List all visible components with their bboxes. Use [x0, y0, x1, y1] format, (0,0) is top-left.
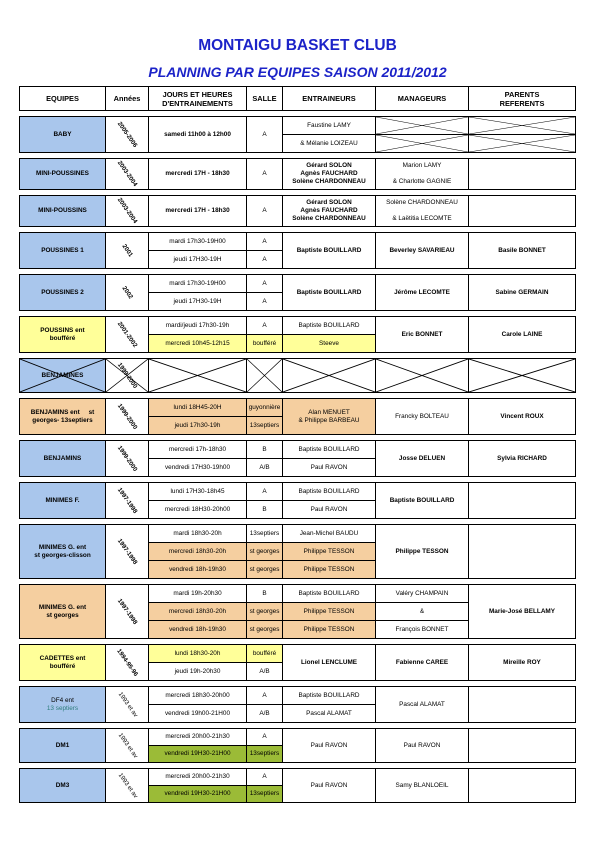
crossed-cell [469, 117, 576, 135]
manager: Solène CHARDONNEAU & Laëtitia LECOMTE [376, 196, 469, 227]
crossed-cell [469, 359, 576, 393]
parent [469, 769, 576, 803]
parent [469, 159, 576, 190]
room: A [247, 251, 283, 269]
parent: Mireille ROY [469, 645, 576, 681]
manager: Josse DELUEN [376, 441, 469, 477]
team-name: BENJAMINS [20, 441, 106, 477]
manager: Paul RAVON [376, 729, 469, 763]
header-equipes: EQUIPES [20, 87, 106, 111]
coach: Paul RAVON [283, 501, 376, 519]
team-name: MINI-POUSSINES [20, 159, 106, 190]
schedule: mercredi 20h00-21h30 [149, 769, 247, 786]
header-annees: Années [106, 87, 149, 111]
team-year: 2001 [106, 233, 149, 269]
room: 13septiers [247, 746, 283, 763]
header-salle: SALLE [247, 87, 283, 111]
schedule: vendredi 17H30-19h00 [149, 459, 247, 477]
room: B [247, 501, 283, 519]
schedule: jeudi 17H30-19H [149, 293, 247, 311]
team-row [20, 687, 576, 705]
schedule: mardi/jeudi 17h30-19h [149, 317, 247, 335]
coach: Steeve [283, 335, 376, 353]
team-name: MINI-POUSSINS [20, 196, 106, 227]
coach: Jean-Michel BAUDU [283, 525, 376, 543]
schedule: mardi 19h-20h30 [149, 585, 247, 603]
team-year: 2001-2002 [106, 317, 149, 353]
coach: Baptiste BOUILLARD [283, 233, 376, 269]
room: boufféré [247, 335, 283, 353]
schedule: mercredi 17H - 18h30 [149, 196, 247, 227]
team-row [20, 483, 576, 501]
room: 13septiers [247, 417, 283, 435]
parent: Vincent ROUX [469, 399, 576, 435]
team-name: DM3 [20, 769, 106, 803]
manager: Philippe TESSON [376, 525, 469, 579]
crossed-cell [376, 359, 469, 393]
schedule: lundi 18H45-20H [149, 399, 247, 417]
team-year: 1999-2000 [106, 441, 149, 477]
manager: Valéry CHAMPAIN [376, 585, 469, 603]
schedule: vendredi 18h-19h30 [149, 621, 247, 639]
room: 13septiers [247, 525, 283, 543]
room: st georges [247, 561, 283, 579]
coach: Baptiste BOUILLARD [283, 441, 376, 459]
room: A/B [247, 663, 283, 681]
schedule: jeudi 17H30-19H [149, 251, 247, 269]
crossed-cell [376, 135, 469, 153]
team-name: POUSSINS ent boufféré [20, 317, 106, 353]
team-name: DM1 [20, 729, 106, 763]
team-row [20, 585, 576, 603]
room: A [247, 317, 283, 335]
team-row [20, 275, 576, 293]
team-row [20, 729, 576, 746]
team-year: 1993 et av [106, 769, 149, 803]
manager: Pascal ALAMAT [376, 687, 469, 723]
schedule: jeudi 17h30-19h [149, 417, 247, 435]
room: A [247, 729, 283, 746]
coach: Philippe TESSON [283, 621, 376, 639]
team-row [20, 196, 576, 227]
team-name: DF4 ent 13 septiers [20, 687, 106, 723]
schedule: vendredi 19H30-21H00 [149, 746, 247, 763]
manager: & [376, 603, 469, 621]
manager: Fabienne CAREE [376, 645, 469, 681]
schedule: mercredi 17h-18h30 [149, 441, 247, 459]
coach: Alan MENUET & Philippe BARBEAU [283, 399, 376, 435]
team-year: 1993 et av [106, 729, 149, 763]
manager: Jérôme LECOMTE [376, 275, 469, 311]
team-name: MINIMES G. ent st georges-clisson [20, 525, 106, 579]
team-row-cancelled [20, 359, 576, 393]
room: A [247, 159, 283, 190]
manager: Eric BONNET [376, 317, 469, 353]
team-year: 1997-1998 [106, 585, 149, 639]
schedule: mercredi 18H30-20h00 [149, 501, 247, 519]
crossed-cell [149, 359, 247, 393]
manager: Beverley SAVARIEAU [376, 233, 469, 269]
room: A/B [247, 459, 283, 477]
team-year: 2002 [106, 275, 149, 311]
schedule: mardi 17h30-19H00 [149, 233, 247, 251]
team-row [20, 233, 576, 251]
schedule: lundi 17H30-18h45 [149, 483, 247, 501]
coach: Baptiste BOUILLARD [283, 317, 376, 335]
parent [469, 483, 576, 519]
team-name: MINIMES G. ent st georges [20, 585, 106, 639]
schedule: mardi 17h30-19H00 [149, 275, 247, 293]
team-year: 1997-1998 [106, 525, 149, 579]
parent [469, 729, 576, 763]
coach: Baptiste BOUILLARD [283, 483, 376, 501]
header-entraineurs: ENTRAINEURS [283, 87, 376, 111]
team-row [20, 645, 576, 663]
team-name: BENJAMINES [20, 359, 106, 393]
schedule: mardi 18h30-20h [149, 525, 247, 543]
team-year: 1999-2000 [106, 399, 149, 435]
parent: Sylvia RICHARD [469, 441, 576, 477]
schedule: vendredi 19h00-21H00 [149, 705, 247, 723]
room: st georges [247, 621, 283, 639]
team-name: BENJAMINS ent st georges- 13septiers [20, 399, 106, 435]
team-year: 2003-2004 [106, 159, 149, 190]
team-row [20, 117, 576, 135]
room: boufféré [247, 645, 283, 663]
team-name: BABY [20, 117, 106, 153]
schedule: vendredi 18h-19h30 [149, 561, 247, 579]
coach: Paul RAVON [283, 729, 376, 763]
coach: Baptiste BOUILLARD [283, 275, 376, 311]
team-year: 2003-2004 [106, 196, 149, 227]
planning-table [19, 86, 576, 803]
coach: Faustine LAMY [283, 117, 376, 135]
team-row [20, 317, 576, 335]
schedule: vendredi 19H30-21H00 [149, 786, 247, 803]
coach: Lionel LENCLUME [283, 645, 376, 681]
coach: Gérard SOLON Agnès FAUCHARD Solène CHARDONNEAU [283, 196, 376, 227]
room: A [247, 769, 283, 786]
parent: Carole LAINE [469, 317, 576, 353]
coach: Paul RAVON [283, 459, 376, 477]
room: A [247, 483, 283, 501]
team-name: MINIMES F. [20, 483, 106, 519]
club-title: MONTAIGU BASKET CLUB [198, 37, 397, 54]
coach: & Mélanie LOIZEAU [283, 135, 376, 153]
header-manageurs: MANAGEURS [376, 87, 469, 111]
team-row [20, 159, 576, 190]
schedule: mercredi 18h30-20h00 [149, 687, 247, 705]
team-row [20, 399, 576, 417]
coach: Philippe TESSON [283, 561, 376, 579]
team-year: 1994-95-96 [106, 645, 149, 681]
team-year: 1999-2000 [106, 359, 149, 393]
manager: Samy BLANLOEIL [376, 769, 469, 803]
room: A [247, 233, 283, 251]
schedule: lundi 18h30-20h [149, 645, 247, 663]
schedule: mercredi 10h45-12h15 [149, 335, 247, 353]
coach: Baptiste BOUILLARD [283, 687, 376, 705]
parent: Marie-José BELLAMY [469, 585, 576, 639]
manager: Francky BOLTEAU [376, 399, 469, 435]
room: guyonnière [247, 399, 283, 417]
schedule: mercredi 20h00-21h30 [149, 729, 247, 746]
schedule: mercredi 18h30-20h [149, 543, 247, 561]
crossed-cell [283, 359, 376, 393]
manager: Baptiste BOUILLARD [376, 483, 469, 519]
manager: Marion LAMY & Charlotte GAGNIE [376, 159, 469, 190]
room: A/B [247, 705, 283, 723]
parent [469, 196, 576, 227]
room: st georges [247, 543, 283, 561]
room: 13septiers [247, 786, 283, 803]
coach: Pascal ALAMAT [283, 705, 376, 723]
team-name: POUSSINES 1 [20, 233, 106, 269]
team-name: POUSSINES 2 [20, 275, 106, 311]
coach: Gérard SOLON Agnès FAUCHARD Solène CHARDONNEAU [283, 159, 376, 190]
team-year: 1993 et av [106, 687, 149, 723]
parent: Sabine GERMAIN [469, 275, 576, 311]
room: A [247, 275, 283, 293]
team-year: 1997-1998 [106, 483, 149, 519]
coach: Paul RAVON [283, 769, 376, 803]
crossed-cell [469, 135, 576, 153]
team-name: CADETTES ent boufféré [20, 645, 106, 681]
planning-subtitle: PLANNING PAR EQUIPES SAISON 2011/2012 [148, 64, 447, 80]
schedule: mercredi 17H - 18h30 [149, 159, 247, 190]
team-row [20, 441, 576, 459]
manager: François BONNET [376, 621, 469, 639]
parent [469, 687, 576, 723]
coach: Philippe TESSON [283, 603, 376, 621]
schedule: mercredi 18h30-20h [149, 603, 247, 621]
room: B [247, 441, 283, 459]
header-row [20, 87, 576, 111]
room: B [247, 585, 283, 603]
parent: Basile BONNET [469, 233, 576, 269]
room: A [247, 687, 283, 705]
team-year: 2005-2006 [106, 117, 149, 153]
team-row [20, 769, 576, 786]
crossed-cell [376, 117, 469, 135]
coach: Philippe TESSON [283, 543, 376, 561]
crossed-cell [247, 359, 283, 393]
room: A [247, 196, 283, 227]
room: st georges [247, 603, 283, 621]
parent [469, 525, 576, 579]
schedule: samedi 11h00 à 12h00 [149, 117, 247, 153]
team-row [20, 525, 576, 543]
header-parents: PARENTS REFERENTS [469, 87, 576, 111]
header-jours: JOURS ET HEURES D'ENTRAINEMENTS [149, 87, 247, 111]
schedule: jeudi 19h-20h30 [149, 663, 247, 681]
room: A [247, 117, 283, 153]
room: A [247, 293, 283, 311]
coach: Baptiste BOUILLARD [283, 585, 376, 603]
